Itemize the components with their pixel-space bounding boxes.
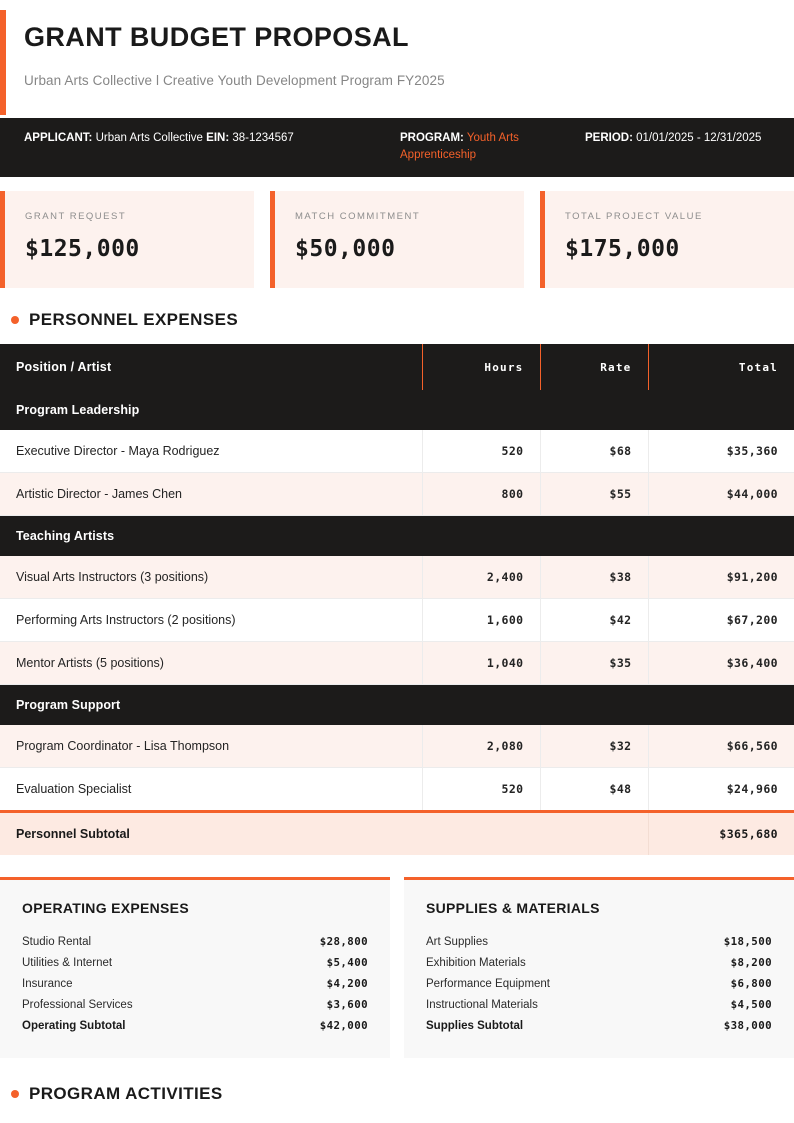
period-field — [585, 130, 770, 147]
row-hours: 800 — [422, 473, 540, 516]
card-value: $175,000 — [565, 236, 680, 263]
row-total: $36,400 — [648, 642, 794, 685]
summary-card-grant-request — [0, 191, 254, 288]
panel-row-label: Utilities & Internet — [22, 957, 113, 970]
panel-row-label: Exhibition Materials — [426, 957, 526, 970]
card-label: GRANT REQUEST — [25, 211, 127, 223]
summary-cards — [0, 177, 794, 288]
panel-row-amount: $8,200 — [730, 956, 772, 970]
bullet-icon — [11, 1090, 19, 1098]
applicant-value: Urban Arts Collective — [95, 132, 203, 145]
ein-value: 38-1234567 — [232, 132, 294, 145]
table-row — [0, 473, 794, 516]
column-header-total: Total — [648, 344, 794, 390]
panel-row — [22, 973, 368, 994]
program-value: Youth Arts Apprenticeship — [400, 132, 519, 161]
card-value: $125,000 — [25, 236, 140, 263]
table-group-header — [0, 685, 794, 726]
group-label: Teaching Artists — [0, 516, 794, 557]
title-accent-bar — [0, 10, 6, 115]
table-row — [0, 430, 794, 473]
summary-card-match-commitment — [270, 191, 524, 288]
panel-row-label: Instructional Materials — [426, 999, 538, 1012]
row-hours: 2,080 — [422, 725, 540, 768]
table-row — [0, 642, 794, 685]
row-hours: 520 — [422, 768, 540, 812]
section-heading-label: PROGRAM ACTIVITIES — [29, 1084, 223, 1104]
personnel-subtotal-row — [0, 812, 794, 856]
panel-row-amount: $5,400 — [326, 956, 368, 970]
panel-row-label: Insurance — [22, 978, 73, 991]
subtotal-label: Personnel Subtotal — [0, 812, 648, 856]
card-label: TOTAL PROJECT VALUE — [565, 211, 703, 223]
panel-row-amount: $4,500 — [730, 998, 772, 1012]
row-total: $91,200 — [648, 556, 794, 599]
row-hours: 1,600 — [422, 599, 540, 642]
table-header — [0, 344, 794, 390]
period-label: PERIOD: — [585, 132, 633, 145]
table-row — [0, 725, 794, 768]
title-block — [0, 0, 794, 118]
table-row — [0, 556, 794, 599]
table-row — [0, 768, 794, 812]
group-label: Program Leadership — [0, 390, 794, 430]
subtotal-value: $365,680 — [648, 812, 794, 856]
panel-row-label: Performance Equipment — [426, 978, 551, 991]
card-label: MATCH COMMITMENT — [295, 211, 421, 223]
applicant-label: APPLICANT: — [24, 132, 93, 145]
row-hours: 2,400 — [422, 556, 540, 599]
column-header-rate: Rate — [540, 344, 648, 390]
row-rate: $68 — [540, 430, 648, 473]
panel-row — [22, 931, 368, 952]
row-total: $44,000 — [648, 473, 794, 516]
row-total: $66,560 — [648, 725, 794, 768]
panel-operating-expenses — [0, 877, 390, 1058]
table-row — [0, 599, 794, 642]
table-header-row — [0, 344, 794, 390]
panel-row-label: Studio Rental — [22, 936, 92, 949]
row-rate: $48 — [540, 768, 648, 812]
row-total: $24,960 — [648, 768, 794, 812]
page-title: GRANT BUDGET PROPOSAL — [24, 22, 409, 52]
row-rate: $35 — [540, 642, 648, 685]
panel-row-amount: $4,200 — [326, 977, 368, 991]
panel-row — [426, 973, 772, 994]
row-position: Program Coordinator - Lisa Thompson — [0, 725, 422, 768]
ein-label: EIN: — [206, 132, 230, 145]
card-value: $50,000 — [295, 236, 396, 263]
panel-title: OPERATING EXPENSES — [22, 900, 189, 917]
panel-row — [426, 952, 772, 973]
row-position: Executive Director - Maya Rodriguez — [0, 430, 422, 473]
row-position: Evaluation Specialist — [0, 768, 422, 812]
row-rate: $42 — [540, 599, 648, 642]
panel-row-amount: $3,600 — [326, 998, 368, 1012]
column-header-hours: Hours — [422, 344, 540, 390]
row-hours: 1,040 — [422, 642, 540, 685]
panel-row-amount: $28,800 — [319, 935, 368, 949]
section-heading-program-activities — [0, 1058, 794, 1104]
section-heading-label: PERSONNEL EXPENSES — [29, 310, 239, 330]
panel-subtotal-label: Supplies Subtotal — [426, 1020, 524, 1033]
row-position: Visual Arts Instructors (3 positions) — [0, 556, 422, 599]
applicant-info-bar — [0, 118, 794, 177]
column-header-position: Position / Artist — [0, 344, 422, 390]
group-label: Program Support — [0, 685, 794, 726]
row-total: $35,360 — [648, 430, 794, 473]
row-position: Mentor Artists (5 positions) — [0, 642, 422, 685]
panel-subtotal-row — [22, 1015, 368, 1036]
row-rate: $32 — [540, 725, 648, 768]
bullet-icon — [11, 316, 19, 324]
period-value: 01/01/2025 - 12/31/2025 — [636, 132, 762, 145]
section-heading-personnel — [0, 288, 794, 344]
personnel-expenses-table — [0, 344, 794, 855]
table-group-header — [0, 390, 794, 430]
panel-row-label: Professional Services — [22, 999, 133, 1012]
panel-row — [22, 952, 368, 973]
row-rate: $55 — [540, 473, 648, 516]
table-body — [0, 390, 794, 855]
panel-row-label: Art Supplies — [426, 936, 489, 949]
program-field — [400, 130, 585, 163]
panel-subtotal-row — [426, 1015, 772, 1036]
panel-supplies-materials — [404, 877, 794, 1058]
panel-row-amount: $18,500 — [723, 935, 772, 949]
panel-row — [22, 994, 368, 1015]
panel-subtotal-amount: $42,000 — [319, 1019, 368, 1033]
page-subtitle: Urban Arts Collective l Creative Youth Development Program FY2025 — [24, 73, 445, 89]
expense-panels — [0, 877, 794, 1058]
applicant-field — [24, 130, 400, 147]
row-rate: $38 — [540, 556, 648, 599]
row-position: Artistic Director - James Chen — [0, 473, 422, 516]
summary-card-total-project-value — [540, 191, 794, 288]
panel-row-amount: $6,800 — [730, 977, 772, 991]
panel-subtotal-amount: $38,000 — [723, 1019, 772, 1033]
program-label: PROGRAM: — [400, 132, 464, 145]
row-hours: 520 — [422, 430, 540, 473]
panel-row — [426, 994, 772, 1015]
table-group-header — [0, 516, 794, 557]
panel-row — [426, 931, 772, 952]
row-total: $67,200 — [648, 599, 794, 642]
panel-subtotal-label: Operating Subtotal — [22, 1020, 126, 1033]
row-position: Performing Arts Instructors (2 positions) — [0, 599, 422, 642]
panel-title: SUPPLIES & MATERIALS — [426, 900, 600, 917]
